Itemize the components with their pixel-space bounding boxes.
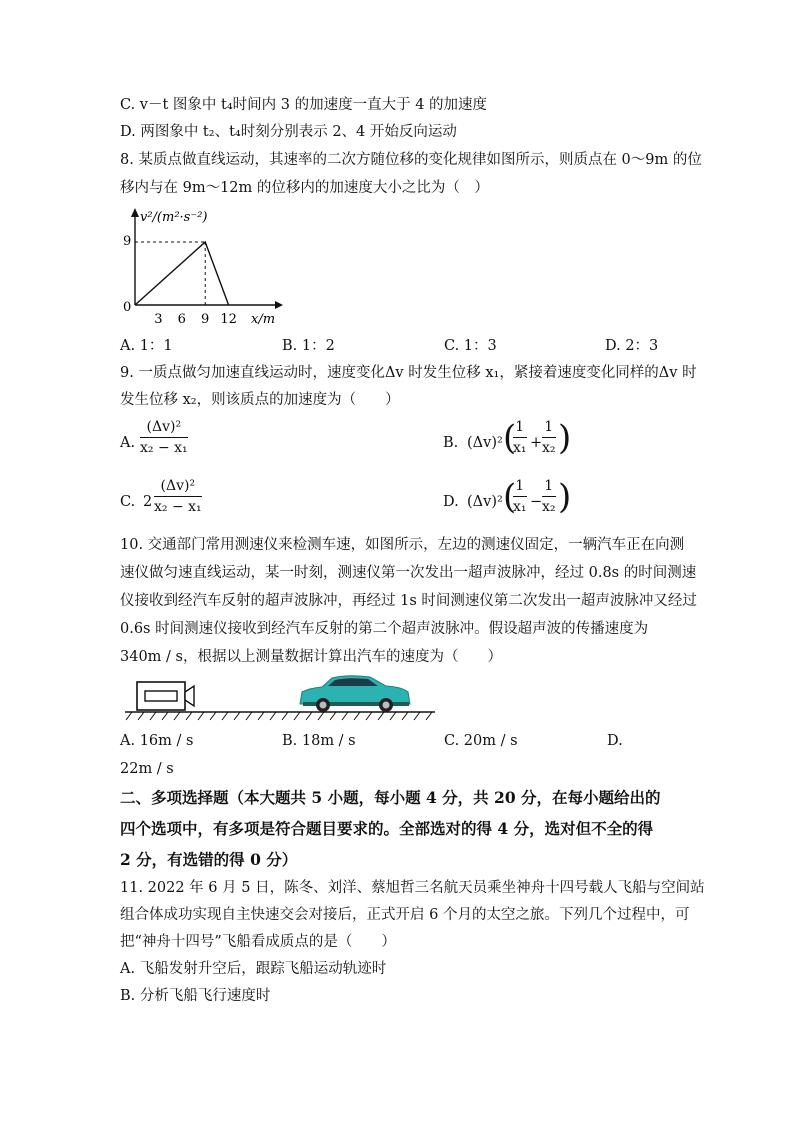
- q9-option-c-coef: 2: [143, 494, 153, 510]
- q8-stem-line1: 8. 某质点做直线运动，其速率的二次方随位移的变化规律如图所示，则质点在 0～9m 的位: [120, 152, 702, 168]
- plus-sign: +: [530, 435, 543, 451]
- q11-line3: 把“神舟十四号”飞船看成质点的是（ ）: [120, 934, 396, 950]
- q10-diagram: [120, 672, 440, 722]
- q10-option-d: D.: [607, 733, 623, 749]
- q8-option-d: D. 2：3: [605, 338, 659, 354]
- q8-option-c: C. 1：3: [444, 338, 497, 354]
- q9-option-c-fraction: [154, 477, 202, 516]
- q7-option-c: C. v－t 图象中 t₄时间内 3 的加速度一直大于 4 的加速度: [120, 97, 488, 113]
- q9-option-b-dv2: (Δv)²: [467, 435, 503, 451]
- section2-heading-line2: 四个选项中，有多项是符合题目要求的。全部选对的得 4 分，选对但不全的得: [120, 819, 654, 838]
- q9-option-b-label: B.: [443, 435, 459, 451]
- speed-detector-icon: [137, 682, 194, 710]
- q9-option-d-dv2: (Δv)²: [467, 494, 503, 510]
- y-axis-label: v²/(m²·s⁻²): [140, 210, 208, 225]
- q9-option-c-label: C.: [120, 494, 136, 510]
- q10-line2: 速仪做匀速直线运动，某一时刻，测速仪第一次发出一超声波脉冲，经过 0.8s 的时间测速: [120, 565, 697, 581]
- y-axis-arrow: [131, 208, 139, 217]
- section2-heading-line3: 2 分，有选错的得 0 分）: [120, 850, 298, 869]
- q10-line5: 340m / s，根据以上测量数据计算出汽车的速度为（ ）: [120, 649, 502, 665]
- q8-graph: [110, 205, 290, 330]
- q9-option-d-frac1: [513, 477, 527, 516]
- q10-option-b: B. 18m / s: [282, 733, 356, 749]
- denominator: x₂: [542, 440, 556, 456]
- q10-option-a: A. 16m / s: [120, 733, 194, 749]
- q11-line2: 组合体成功实现自主快速交会对接后，正式开启 6 个月的太空之旅。下列几个过程中，可: [120, 907, 690, 923]
- x-tick-3: 3: [154, 312, 163, 327]
- q10-line4: 0.6s 时间测速仪接收到经汽车反射的第二个超声波脉冲。假设超声波的传播速度为: [120, 621, 649, 637]
- fraction-numerator: (Δv)²: [146, 419, 182, 435]
- q9-option-d-label: D.: [443, 494, 459, 510]
- q9-option-a-fraction: [140, 418, 188, 457]
- q11-line1: 11. 2022 年 6 月 5 日，陈冬、刘洋、蔡旭哲三名航天员乘坐神舟十四号载人飞船与空间站: [120, 880, 705, 896]
- x-axis-label: x/m: [251, 312, 276, 327]
- fraction-denominator: x₂ − x₁: [154, 499, 202, 515]
- q9-option-b-frac1: [513, 418, 527, 457]
- y-tick-9: 9: [123, 234, 132, 249]
- q10-line3: 仪接收到经汽车反射的超声波脉冲，再经过 1s 时间测速仪第二次发出一超声波脉冲又经过: [120, 593, 697, 609]
- numerator: 1: [515, 478, 525, 494]
- q10-option-c: C. 20m / s: [444, 733, 518, 749]
- q7-option-d: D. 两图象中 t₂、t₄时刻分别表示 2、4 开始反向运动: [120, 124, 457, 140]
- origin-label: 0: [123, 300, 132, 315]
- right-paren: ): [558, 418, 572, 458]
- numerator: 1: [515, 419, 525, 435]
- denominator: x₁: [513, 440, 527, 456]
- q8-stem-line2: 移内与在 9m～12m 的位移内的加速度大小之比为（ ）: [120, 180, 489, 196]
- q8-option-a: A. 1：1: [120, 338, 173, 354]
- numerator: 1: [544, 478, 554, 494]
- minus-sign: −: [530, 494, 543, 510]
- q11-option-b: B. 分析飞船飞行速度时: [120, 988, 271, 1004]
- q9-option-a-label: A.: [120, 435, 136, 451]
- ground-hatching: [126, 712, 432, 720]
- q9-stem-line2: 发生位移 x₂，则该质点的加速度为（ ）: [120, 392, 400, 408]
- fraction-numerator: (Δv)²: [160, 478, 196, 494]
- numerator: 1: [544, 419, 554, 435]
- denominator: x₁: [513, 499, 527, 515]
- q9-option-d-frac2: [542, 477, 556, 516]
- left-paren: (: [503, 418, 517, 458]
- right-paren: ): [558, 477, 572, 517]
- q11-option-a: A. 飞船发射升空后，跟踪飞船运动轨迹时: [120, 961, 387, 977]
- graph-line: [135, 242, 229, 305]
- car-icon: [300, 676, 410, 712]
- q10-option-d-value: 22m / s: [120, 761, 174, 777]
- x-axis-arrow: [275, 301, 283, 309]
- denominator: x₂: [542, 499, 556, 515]
- fraction-denominator: x₂ − x₁: [140, 440, 188, 456]
- x-tick-12: 12: [220, 312, 237, 327]
- left-paren: (: [503, 477, 517, 517]
- q8-option-b: B. 1：2: [282, 338, 335, 354]
- q10-line1: 10. 交通部门常用测速仪来检测车速，如图所示，左边的测速仪固定，一辆汽车正在向测: [120, 537, 685, 553]
- x-tick-9: 9: [201, 312, 210, 327]
- x-tick-6: 6: [177, 312, 186, 327]
- q9-stem-line1: 9. 一质点做匀加速直线运动时，速度变化Δv 时发生位移 x₁，紧接着速度变化同样的Δv 时: [120, 365, 697, 381]
- q9-option-b-frac2: [542, 418, 556, 457]
- section2-heading-line1: 二、多项选择题（本大题共 5 小题，每小题 4 分，共 20 分，在每小题给出的: [120, 788, 661, 807]
